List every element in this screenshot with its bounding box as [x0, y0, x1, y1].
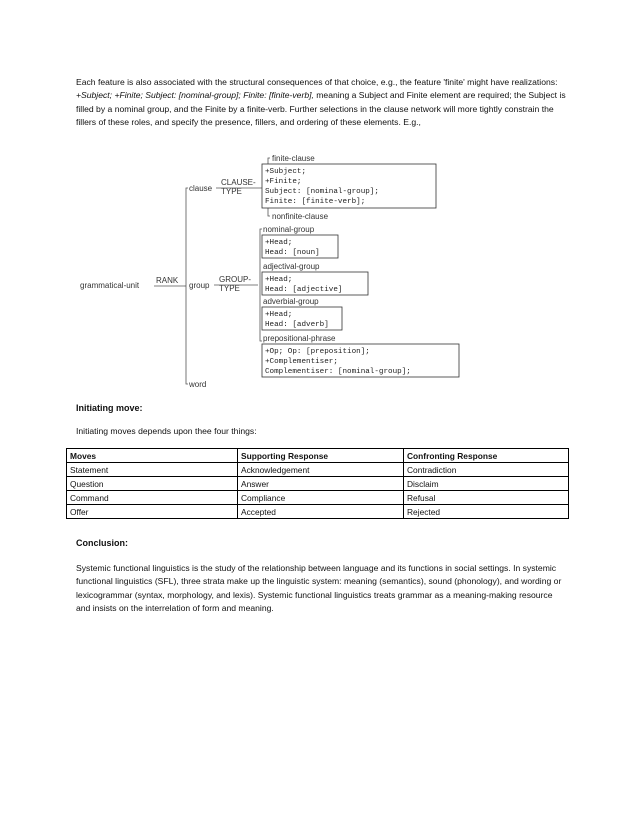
table-cell: Command — [67, 491, 238, 505]
node-adverbial-group: adverbial-group — [263, 297, 319, 306]
table-cell: Answer — [238, 477, 404, 491]
node-grammatical-unit: grammatical-unit — [80, 281, 140, 290]
label-group-type-2: TYPE — [219, 284, 240, 293]
intro-text-start: Each feature is also associated with the structural consequences of that choice, e.g., the feature 'finite' might have realizations: — [76, 77, 558, 87]
node-finite-clause: finite-clause — [272, 154, 315, 163]
initiating-subtext: Initiating moves depends upon thee four things: — [76, 426, 257, 436]
conclusion-heading: Conclusion: — [76, 538, 128, 548]
node-adjectival-group: adjectival-group — [263, 262, 320, 271]
table-cell: Acknowledgement — [238, 463, 404, 477]
intro-paragraph — [76, 76, 566, 130]
header-confronting: Confronting Response — [404, 449, 569, 463]
label-rank: RANK — [156, 276, 179, 285]
node-nominal-group: nominal-group — [263, 225, 315, 234]
label-clause-type-2: TYPE — [221, 187, 242, 196]
node-group: group — [189, 281, 210, 290]
finite-box-line-2: +Finite; — [265, 178, 302, 186]
nominal-box-line-2: Head: [noun] — [265, 249, 320, 257]
conclusion-paragraph: Systemic functional linguistics is the study of the relationship between language and its functions in social settings. In systemic functional linguistics (SFL), three strata make up the linguistic system: meaning (semantics), sound (phonology), and wording or lexicogrammar (syntax, morphology, and lexis). Systemic functional linguistics treats grammar as a meaning-making resource and insists on the interrelation of form and meaning. — [76, 563, 562, 614]
node-clause: clause — [189, 184, 213, 193]
table-header-row — [67, 449, 569, 463]
node-nonfinite-clause: nonfinite-clause — [272, 212, 329, 221]
intro-text-end: meaning a Subject and Finite element are required; the Subject is filled by a nominal group, and the Finite by a finite-verb. Further selections in the clause network will more tightly constrain the fillers of these roles, and specify the presence, fillers, and ordering of these elements. E.g., — [76, 90, 566, 128]
finite-box-line-4: Finite: [finite-verb]; — [265, 198, 366, 206]
adverbial-box-line-1: +Head; — [265, 311, 293, 319]
table-row — [67, 463, 569, 477]
finite-box-line-1: +Subject; — [265, 168, 307, 176]
table-cell: Offer — [67, 505, 238, 519]
system-network-diagram — [76, 150, 496, 390]
nominal-box-line-1: +Head; — [265, 239, 293, 247]
table-cell: Statement — [67, 463, 238, 477]
table-row — [67, 505, 569, 519]
table-cell: Compliance — [238, 491, 404, 505]
table-row — [67, 477, 569, 491]
table-row — [67, 491, 569, 505]
initiating-heading: Initiating move: — [76, 403, 143, 413]
adjectival-box-line-1: +Head; — [265, 276, 293, 284]
label-group-type-1: GROUP- — [219, 275, 251, 284]
header-supporting: Supporting Response — [238, 449, 404, 463]
table-cell: Accepted — [238, 505, 404, 519]
table-cell: Contradiction — [404, 463, 569, 477]
table-cell: Rejected — [404, 505, 569, 519]
prepositional-box-line-3: Complementiser: [nominal-group]; — [265, 368, 411, 376]
adverbial-box-line-2: Head: [adverb] — [265, 321, 329, 329]
node-word: word — [189, 380, 207, 389]
node-prepositional-phrase: prepositional-phrase — [263, 334, 336, 343]
label-clause-type-1: CLAUSE- — [221, 178, 256, 187]
moves-table — [66, 448, 569, 519]
finite-box-line-3: Subject: [nominal-group]; — [265, 188, 379, 196]
rank-bracket — [186, 188, 188, 384]
prepositional-box-line-2: +Complementiser; — [265, 358, 338, 366]
table-cell: Question — [67, 477, 238, 491]
prepositional-box-line-1: +Op; Op: [preposition]; — [265, 348, 370, 356]
table-cell: Disclaim — [404, 477, 569, 491]
intro-text-italic: +Subject; +Finite; Subject: [nominal-group]; Finite: [finite-verb], — [76, 90, 314, 101]
table-cell: Refusal — [404, 491, 569, 505]
adjectival-box-line-2: Head: [adjective] — [265, 286, 343, 294]
header-moves: Moves — [67, 449, 238, 463]
